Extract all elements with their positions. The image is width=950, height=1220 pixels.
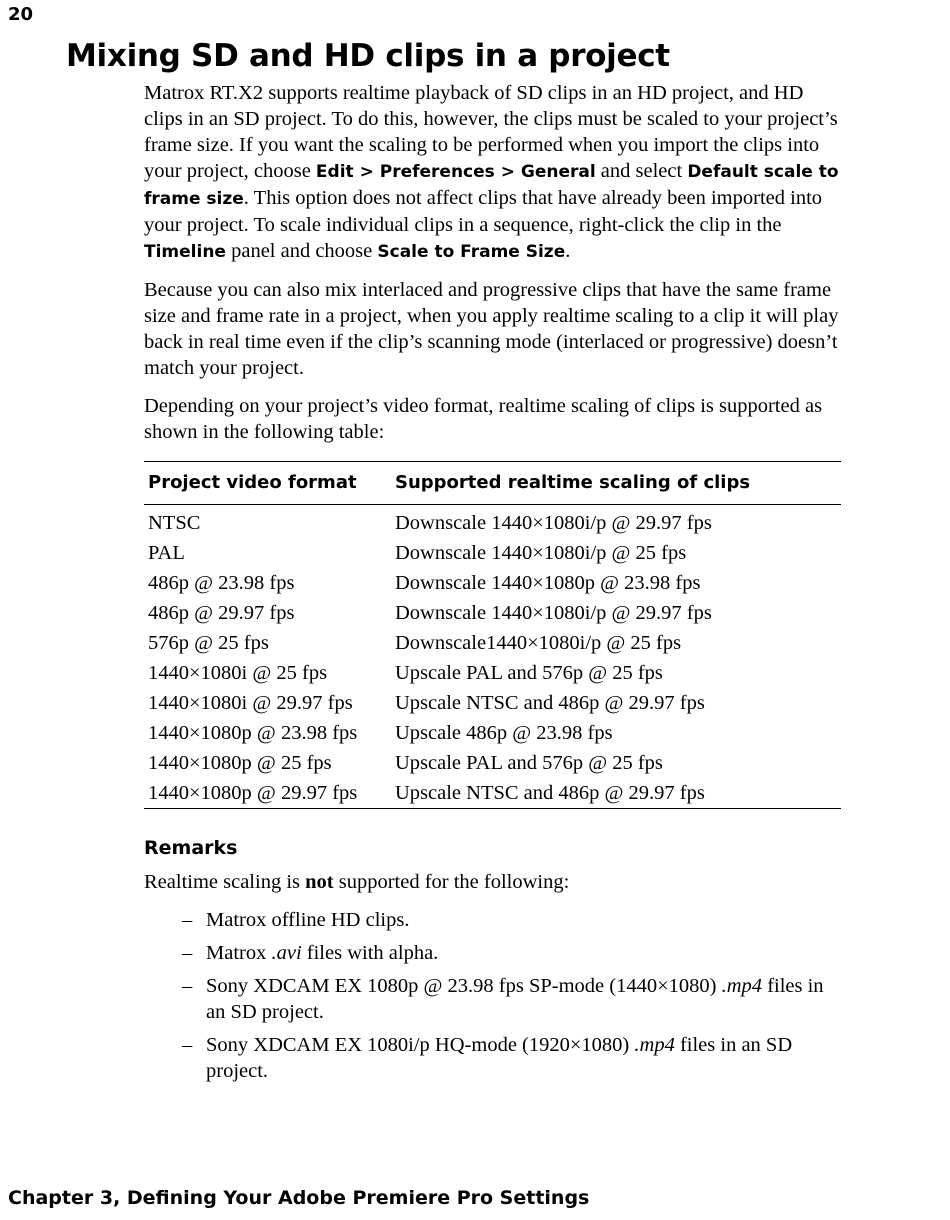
text-run: Realtime scaling is (144, 871, 306, 893)
option-name: Default scale to frame size (144, 162, 839, 209)
text-run: Sony XDCAM EX 1080i/p HQ-mode (1920×1080) (206, 1034, 635, 1056)
table-cell: 486p @ 29.97 fps (148, 602, 295, 624)
table-cell: 1440×1080i @ 25 fps (148, 662, 328, 684)
dash-bullet: – (182, 1034, 193, 1056)
scaling-table (144, 461, 841, 809)
table-row (144, 505, 841, 539)
menu-path: Edit > Preferences > General (315, 162, 596, 182)
interlace-paragraph: Because you can also mix interlaced and progressive clips that have the same frame size and frame rate in a project, when you apply realtime scaling to a clip it will play back in real time even if the clip’s scanning mode (interlaced or progressive) doesn’t match your project. (144, 279, 839, 379)
command-name: Scale to Frame Size (377, 242, 566, 262)
text-run: . (565, 240, 571, 262)
remarks-heading: Remarks (144, 837, 238, 859)
text-run: panel and choose (225, 240, 378, 262)
dash-bullet: – (182, 975, 193, 997)
table-row (144, 688, 841, 718)
table-cell: 576p @ 25 fps (148, 632, 269, 654)
list-item (182, 973, 844, 1025)
intro-paragraph (144, 80, 844, 265)
table-row (144, 538, 841, 568)
table-cell: 1440×1080i @ 29.97 fps (148, 692, 353, 714)
column-header: Supported realtime scaling of clips (391, 462, 841, 505)
emphasis: not (305, 871, 334, 893)
list-item (182, 907, 844, 933)
text-run: files in an SD project. (206, 975, 824, 1023)
dash-bullet: – (182, 909, 193, 931)
table-header-row (144, 462, 841, 505)
table-row (144, 748, 841, 778)
list-item (182, 1032, 844, 1084)
table-cell: 486p @ 23.98 fps (148, 572, 295, 594)
table-cell: Upscale NTSC and 486p @ 29.97 fps (391, 778, 841, 809)
table-row (144, 718, 841, 748)
table-cell: PAL (148, 542, 185, 564)
table-cell: Upscale 486p @ 23.98 fps (395, 722, 613, 744)
table-row (144, 628, 841, 658)
file-extension: .mp4 (721, 975, 763, 997)
table-cell: 1440×1080p @ 23.98 fps (148, 722, 358, 744)
text-run: files with alpha. (301, 942, 439, 964)
remarks-list (144, 907, 844, 1084)
dash-bullet: – (182, 942, 193, 964)
remarks-intro (144, 869, 844, 895)
table-cell: Upscale NTSC and 486p @ 29.97 fps (395, 692, 705, 714)
section-title: Mixing SD and HD clips in a project (66, 38, 670, 74)
table-cell: Upscale PAL and 576p @ 25 fps (395, 752, 663, 774)
table-cell: Downscale 1440×1080p @ 23.98 fps (395, 572, 701, 594)
text-run: Matrox RT.X2 supports realtime playback of SD clips in an HD project, and HD clips in an SD project. To do this, however, the clips must be scaled to your project’s frame size. If you want the scaling to be performed when you import the clips into your project, choose (144, 82, 838, 182)
table-intro-paragraph: Depending on your project’s video format, realtime scaling of clips is supported as shown in the following table: (144, 395, 823, 443)
list-item (182, 940, 844, 966)
text-run: supported for the following: (333, 871, 570, 893)
text-run: Sony XDCAM EX 1080p @ 23.98 fps SP-mode (1440×1080) (206, 975, 722, 997)
table-cell: 1440×1080p @ 29.97 fps (144, 778, 391, 809)
page-number: 20 (8, 4, 34, 25)
table-cell: 1440×1080p @ 25 fps (148, 752, 332, 774)
column-header: Project video format (144, 462, 391, 505)
table-row (144, 598, 841, 628)
table-cell: Downscale 1440×1080i/p @ 29.97 fps (395, 512, 712, 534)
chapter-footer: Chapter 3, Defining Your Adobe Premiere Pro Settings (8, 1187, 590, 1209)
text-run: . This option does not affect clips that have already been imported into your project. To scale individual clips in a sequence, right-click the clip in the (144, 187, 823, 236)
table-cell: Upscale PAL and 576p @ 25 fps (395, 662, 663, 684)
text-run: Matrox (206, 942, 272, 964)
text-run: files in an SD project. (206, 1034, 793, 1082)
table-cell: Downscale 1440×1080i/p @ 29.97 fps (395, 602, 712, 624)
text-run: and select (595, 160, 688, 182)
table-cell: Downscale 1440×1080i/p @ 25 fps (395, 542, 687, 564)
file-extension: .mp4 (634, 1034, 675, 1056)
table-row (144, 568, 841, 598)
panel-name: Timeline (144, 242, 226, 262)
text-run: Matrox offline HD clips. (206, 909, 410, 931)
table-cell: Downscale1440×1080i/p @ 25 fps (395, 632, 682, 654)
table-row (144, 658, 841, 688)
main-content (144, 80, 844, 1091)
file-extension: .avi (271, 942, 302, 964)
table-row (144, 778, 841, 809)
table-cell: NTSC (148, 512, 201, 534)
